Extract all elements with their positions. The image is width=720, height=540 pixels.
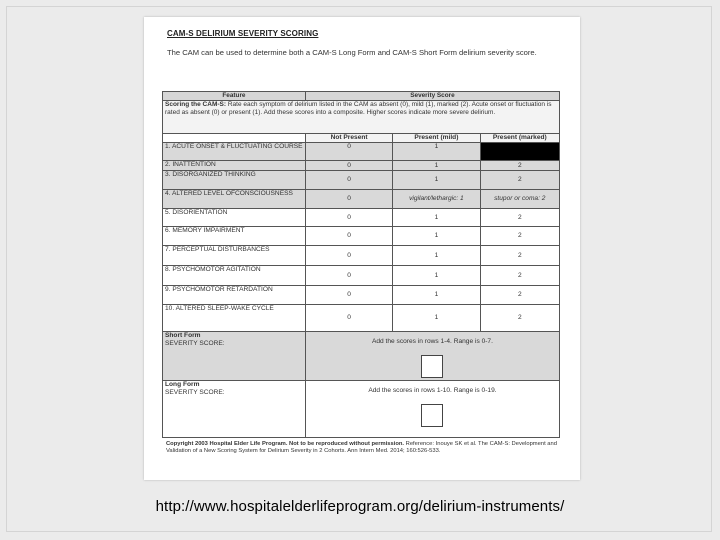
table-row — [163, 305, 560, 332]
score-mild: 1 — [393, 143, 480, 161]
long-form-sublabel: SEVERITY SCORE: — [165, 389, 225, 396]
short-form-instruction-cell — [305, 332, 559, 381]
score-marked: 2 — [480, 305, 559, 332]
score-mild: 1 — [393, 266, 480, 286]
document-footer — [166, 441, 561, 456]
score-not-present: 0 — [305, 209, 392, 227]
feature-header: Feature — [163, 92, 306, 101]
feature-label: 4. ALTERED LEVEL OFCONSCIOUSNESS — [163, 190, 306, 209]
score-mild: vigilant/lethargic: 1 — [393, 190, 480, 209]
table-header-row — [163, 92, 560, 101]
score-marked: 2 — [480, 209, 559, 227]
long-form-label: Long Form — [165, 381, 200, 388]
score-marked: 2 — [480, 286, 559, 305]
score-not-present: 0 — [305, 171, 392, 190]
table-row — [163, 209, 560, 227]
short-form-sublabel: SEVERITY SCORE: — [165, 340, 225, 347]
severity-header: Severity Score — [305, 92, 559, 101]
score-mild: 1 — [393, 286, 480, 305]
score-not-present: 0 — [305, 143, 392, 161]
score-marked: 2 — [480, 227, 559, 246]
document-intro: The CAM can be used to determine both a CAM-S Long Form and CAM-S Short Form delirium severity score. — [167, 48, 537, 57]
score-mild: 1 — [393, 171, 480, 190]
score-not-present: 0 — [305, 305, 392, 332]
source-url-caption: http://www.hospitalelderlifeprogram.org/delirium-instruments/ — [155, 498, 565, 515]
instructions-lead: Scoring the CAM-S: — [165, 101, 227, 108]
col-not-present: Not Present — [305, 134, 392, 143]
scoring-instructions — [163, 101, 560, 134]
column-header-row — [163, 134, 560, 143]
feature-label: 1. ACUTE ONSET & FLUCTUATING COURSE — [163, 143, 306, 161]
feature-label: 7. PERCEPTUAL DISTURBANCES — [163, 246, 306, 266]
long-form-instruction: Add the scores in rows 1-10. Range is 0-19. — [368, 387, 497, 394]
feature-label: 10. ALTERED SLEEP-WAKE CYCLE — [163, 305, 306, 332]
scoring-table — [162, 91, 560, 438]
short-form-score-box[interactable] — [421, 355, 443, 378]
table-row — [163, 161, 560, 171]
score-not-present: 0 — [305, 227, 392, 246]
long-form-row — [163, 381, 560, 438]
reference-text: Reference: Inouye SK et al. The CAM-S: Development and Validation of a New Scoring System for Delirium Severity in 2 Cohorts. Ann Intern Med. 2014; 160:526-533. — [166, 441, 557, 455]
score-not-present: 0 — [305, 190, 392, 209]
score-marked: stupor or coma: 2 — [480, 190, 559, 209]
score-mild: 1 — [393, 246, 480, 266]
col-present-mild: Present (mild) — [393, 134, 480, 143]
long-form-instruction-cell — [305, 381, 559, 438]
feature-label: 2. INATTENTION — [163, 161, 306, 171]
score-not-present: 0 — [305, 266, 392, 286]
document-page — [144, 17, 580, 480]
score-marked: 2 — [480, 246, 559, 266]
long-form-score-box[interactable] — [421, 404, 443, 427]
score-mild: 1 — [393, 161, 480, 171]
blank-header-cell — [163, 134, 306, 143]
short-form-label-cell — [163, 332, 306, 381]
table-row — [163, 286, 560, 305]
score-not-present: 0 — [305, 161, 392, 171]
score-mild: 1 — [393, 305, 480, 332]
score-marked: 2 — [480, 171, 559, 190]
feature-label: 3. DISORGANIZED THINKING — [163, 171, 306, 190]
document-title: CAM-S DELIRIUM SEVERITY SCORING — [167, 29, 319, 38]
short-form-instruction: Add the scores in rows 1-4. Range is 0-7. — [371, 338, 493, 345]
instructions-row — [163, 101, 560, 134]
table-row — [163, 190, 560, 209]
score-marked-na — [480, 143, 559, 161]
instructions-text: Rate each symptom of delirium listed in the CAM as absent (0), mild (1), marked (2). Acute onset or fluctuation is rated as absent (0) or present (1). Add these scores into a composite. Higher scores indicate more severe delirium. — [165, 101, 552, 116]
feature-label: 8. PSYCHOMOTOR AGITATION — [163, 266, 306, 286]
long-form-label-cell — [163, 381, 306, 438]
score-mild: 1 — [393, 227, 480, 246]
table-row — [163, 266, 560, 286]
short-form-label: Short Form — [165, 332, 201, 339]
score-marked: 2 — [480, 266, 559, 286]
table-row — [163, 227, 560, 246]
score-not-present: 0 — [305, 286, 392, 305]
feature-label: 6. MEMORY IMPAIRMENT — [163, 227, 306, 246]
copyright-notice: Copyright 2003 Hospital Elder Life Program. Not to be reproduced without permission. — [166, 441, 405, 447]
feature-label: 5. DISORIENTATION — [163, 209, 306, 227]
score-marked: 2 — [480, 161, 559, 171]
score-mild: 1 — [393, 209, 480, 227]
feature-label: 9. PSYCHOMOTOR RETARDATION — [163, 286, 306, 305]
short-form-row — [163, 332, 560, 381]
table-row — [163, 143, 560, 161]
table-row — [163, 246, 560, 266]
col-present-marked: Present (marked) — [480, 134, 559, 143]
table-row — [163, 171, 560, 190]
score-not-present: 0 — [305, 246, 392, 266]
